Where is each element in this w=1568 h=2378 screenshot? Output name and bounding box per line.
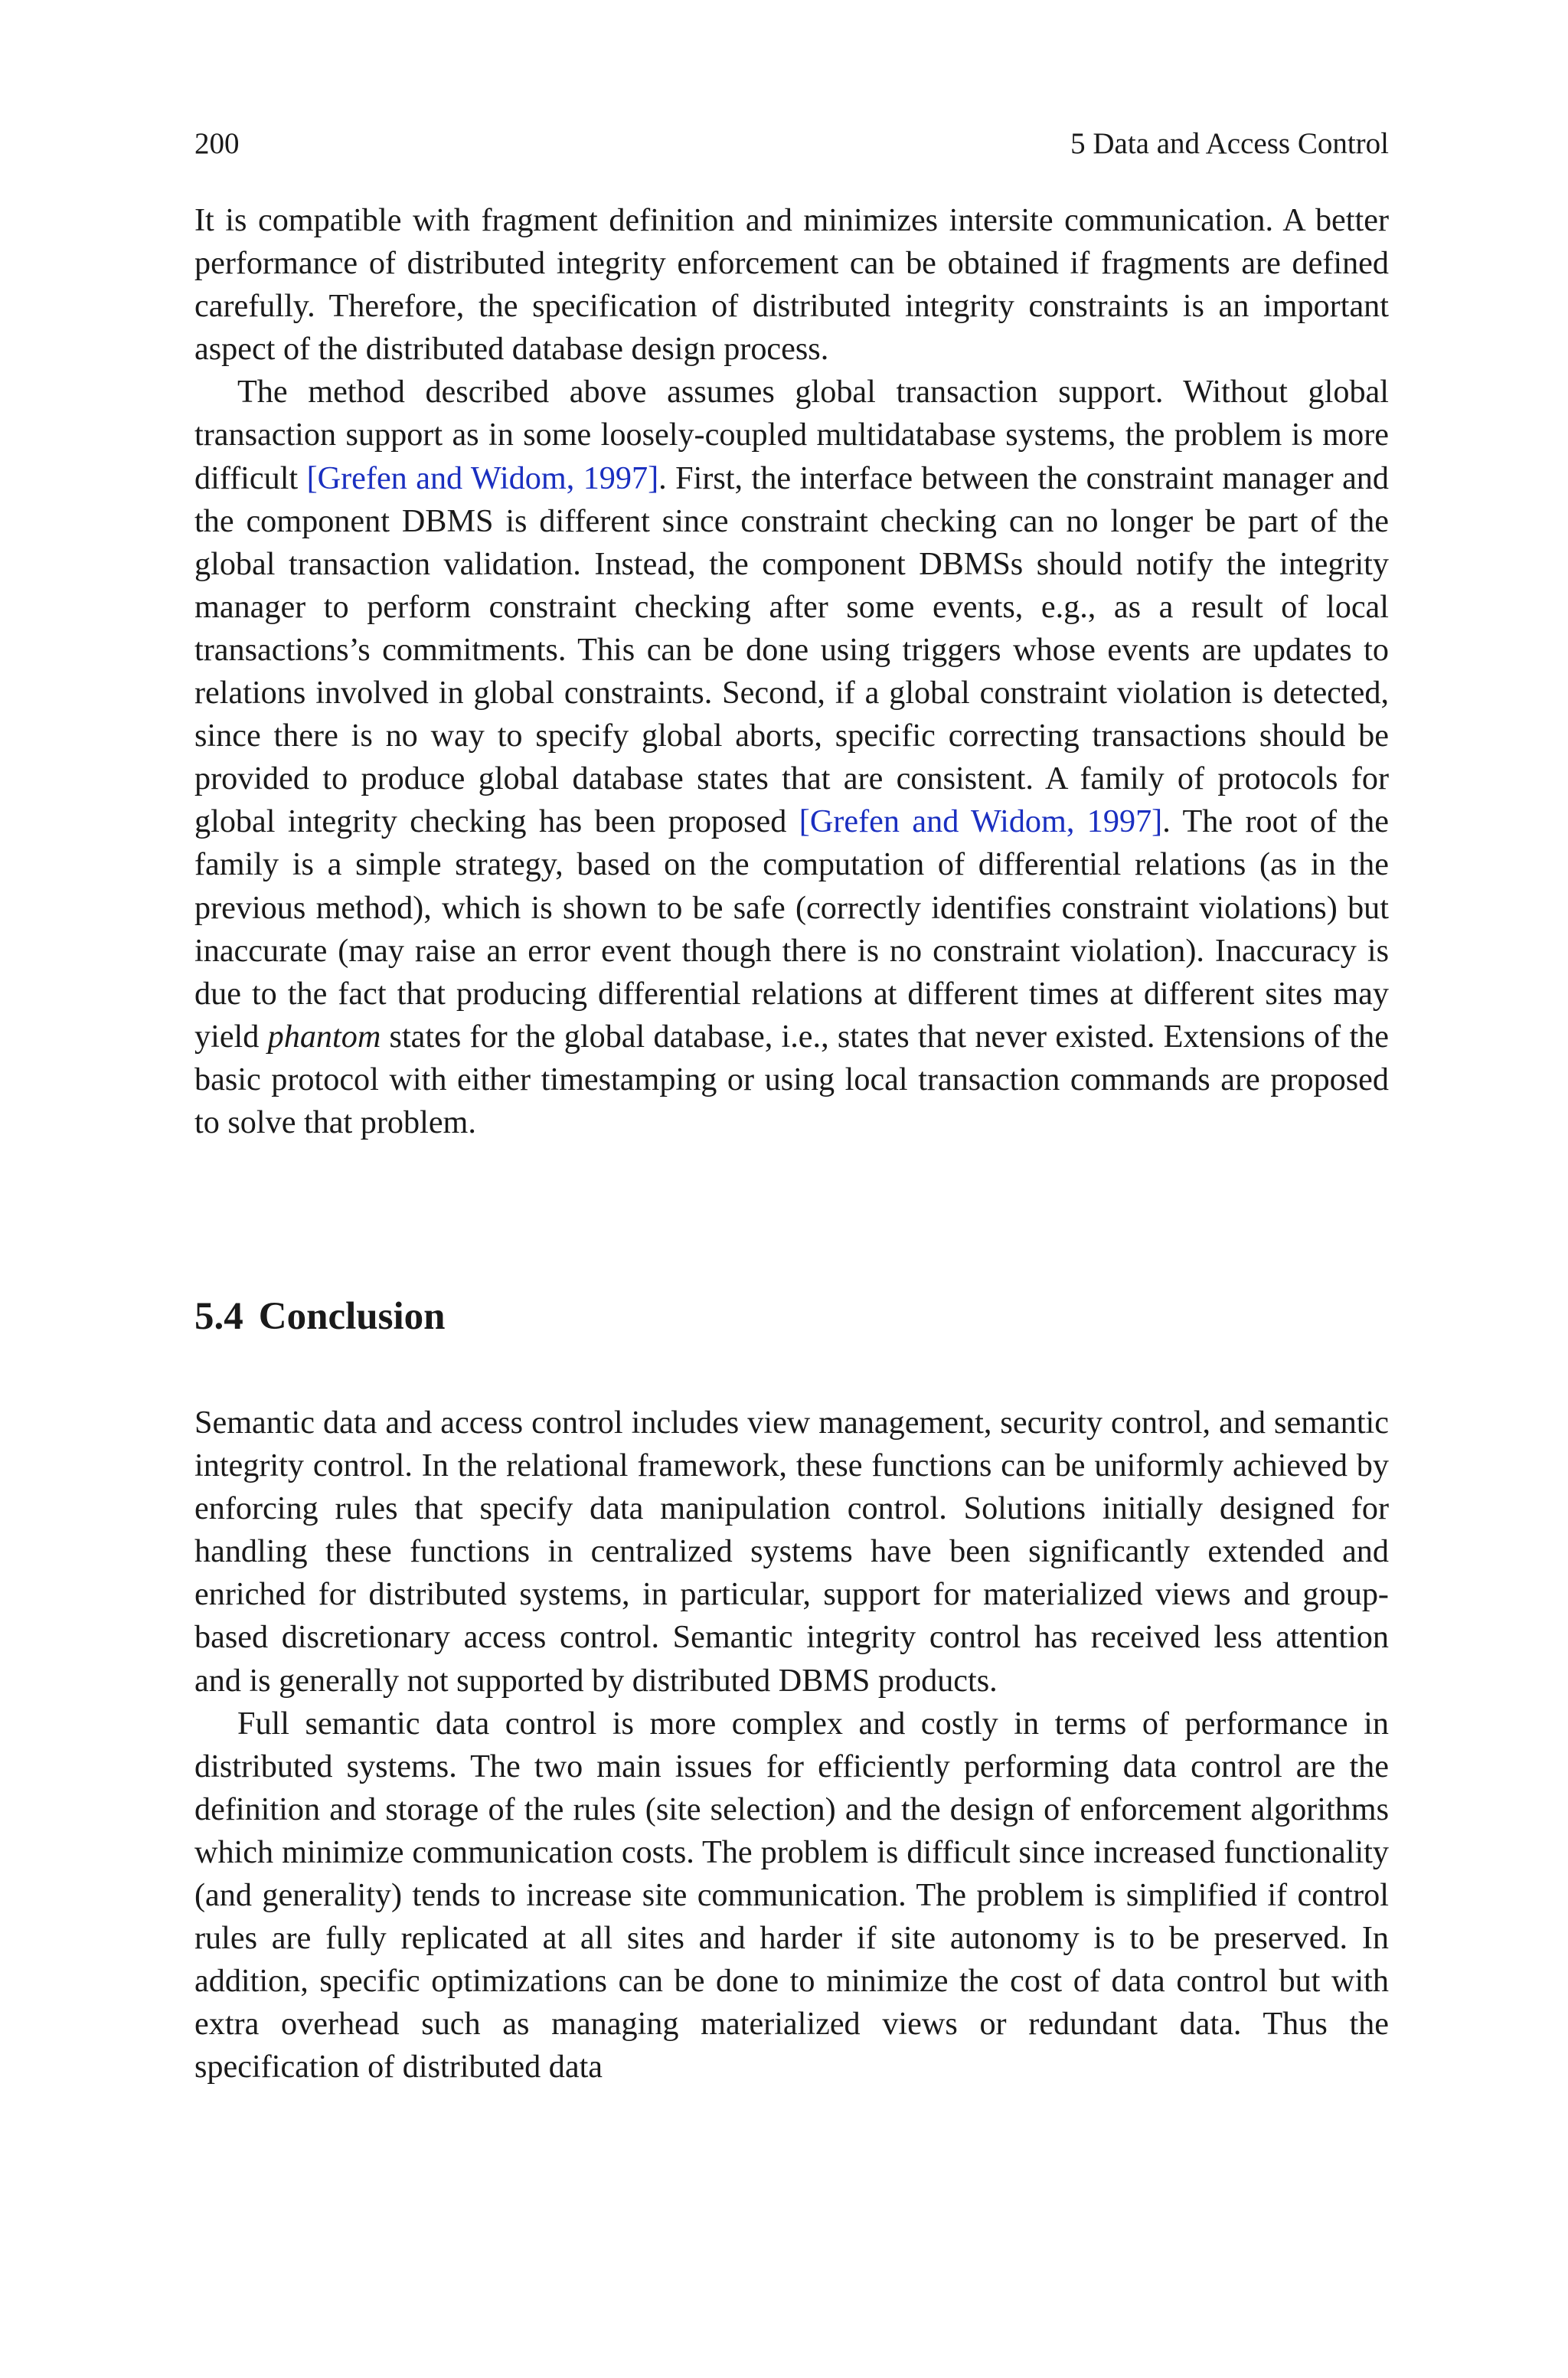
section-heading [194,1292,446,1341]
citation-link[interactable]: [Grefen and Widom, 1997] [799,803,1163,840]
section-number: 5.4 [194,1295,243,1338]
section-title: Conclusion [258,1295,446,1338]
body-text-upper [194,199,1389,1144]
chapter-title: 5 Data and Access Control [1070,127,1389,160]
paragraph-text: . First, the interface between the constraint manager and the component DBMS is different since constraint checking can no longer be part of the global transaction validation. Instead, the component DBMSs should notify the integrity manager to perform constraint checking after some events, e.g., as a result of local transactions’s commitments. This can be done using triggers whose events are updates to relations involved in global constraints. Second, if a global constraint violation is detected, since there is no way to specify global aborts, specific correcting transactions should be provided to produce global database states that are consistent. A family of protocols for global integrity checking has been proposed [194,460,1389,840]
citation-link[interactable]: [Grefen and Widom, 1997] [306,460,659,496]
body-text-lower [194,1402,1389,2089]
paragraph-text: . The root of the family is a simple strategy, based on the computation of differential relations (as in the previous method), which is shown to be safe (correctly identifies constraint violations) but inaccurate (may raise an error event though there is no constraint violation). Inaccuracy is due to the fact that producing differential relations at different times at different sites may yield [194,803,1389,1055]
paragraph: Full semantic data control is more complex and costly in terms of performance in distributed systems. The two main issues for efficiently performing data control are the definition and storage of the rules (site selection) and the design of enforcement algorithms which minimize communication costs. The problem is difficult since increased functionality (and generality) tends to increase site communication. The problem is simplified if control rules are fully replicated at all sites and harder if site autonomy is to be preserved. In addition, specific optimizations can be done to minimize the cost of data control but with extra overhead such as managing materialized views or redundant data. Thus the specification of distributed data [194,1705,1389,2085]
paragraph-text: states for the global database, i.e., states that never existed. Extensions of the basic protocol with either timestamping or using local transaction commands are proposed to solve that problem. [194,1018,1390,1140]
emphasized-term: phantom [267,1018,381,1055]
paragraph [194,371,1389,1144]
paragraph: It is compatible with fragment definition and minimizes intersite communication. A better performance of distributed integrity enforcement can be obtained if fragments are defined carefully. Therefore, the specification of distributed integrity constraints is an important aspect of the distributed database design process. [194,202,1389,368]
paragraph: Semantic data and access control includes view management, security control, and semantic integrity control. In the relational framework, these functions can be uniformly achieved by enforcing rules that specify data manipulation control. Solutions initially designed for handling these functions in centralized systems have been significantly extended and enriched for distributed systems, in particular, support for materialized views and group-based discretionary access control. Semantic integrity control has received less attention and is generally not supported by distributed DBMS products. [194,1405,1389,1699]
paragraph-text: The method described above assumes global transaction support. Without global transaction support as in some loosely-coupled multidatabase systems, the problem is more difficult [194,374,1389,496]
page-number: 200 [194,127,240,160]
